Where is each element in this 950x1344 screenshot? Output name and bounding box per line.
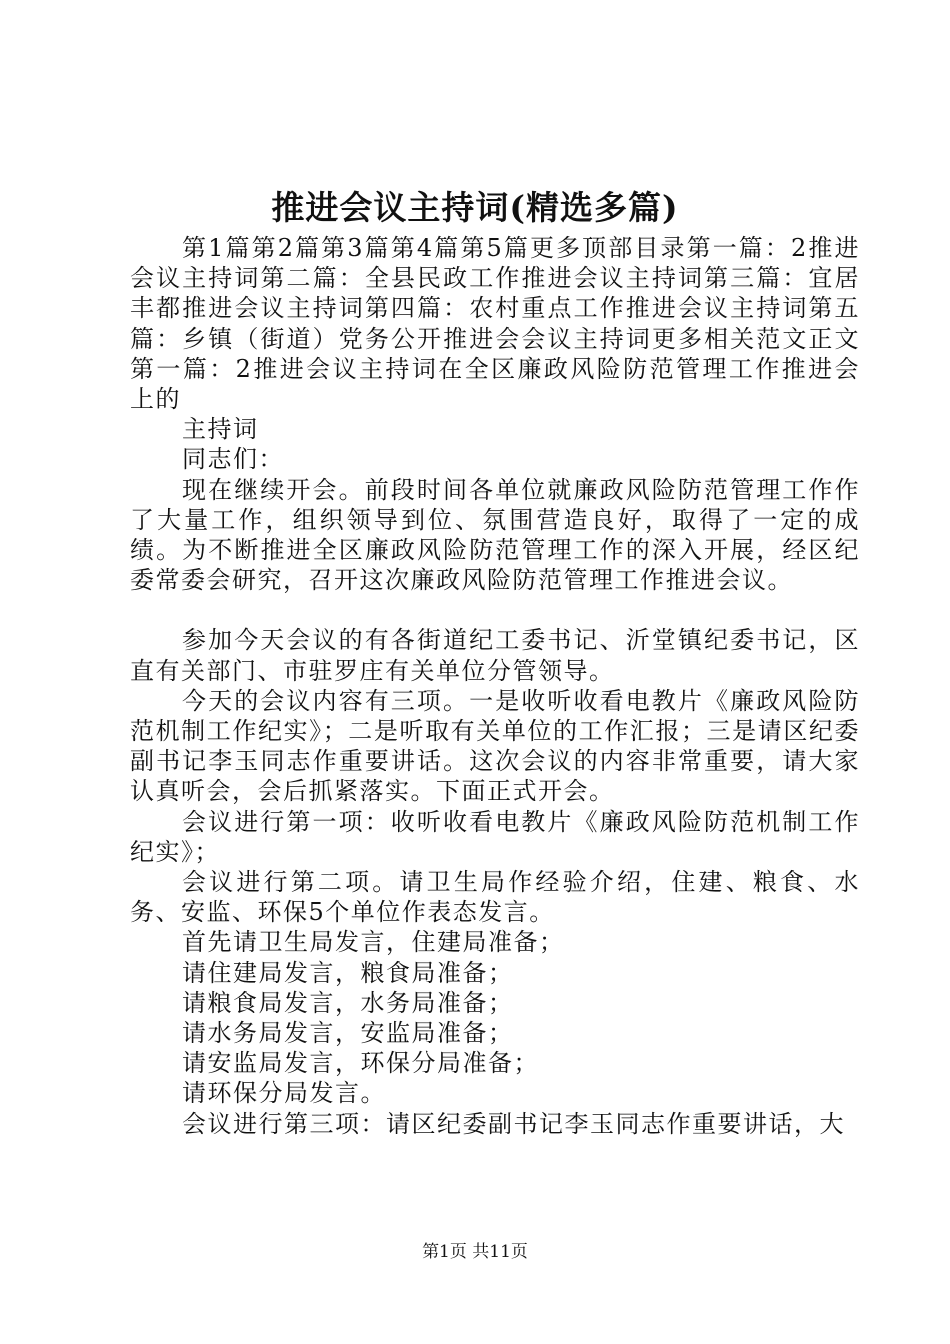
paragraph-agenda: 今天的会议内容有三项。一是收听收看电教片《廉政风险防范机制工作纪实》；二是听取有关单位的工作汇报；三是请区纪委副书记李玉同志作重要讲话。这次会议的内容非常重要，请大家认真听会，会后抓紧落实。下面正式开会。 bbox=[130, 686, 860, 806]
document-body bbox=[130, 233, 860, 1139]
paragraph-item-one: 会议进行第一项：收听收看电教片《廉政风险防范机制工作纪实》； bbox=[130, 807, 860, 866]
paragraph-speaker-3: 请粮食局发言，水务局准备； bbox=[182, 988, 514, 1017]
paragraph-speaker-2: 请住建局发言，粮食局准备； bbox=[182, 958, 514, 987]
paragraph-opening: 现在继续开会。前段时间各单位就廉政风险防范管理工作作了大量工作，组织领导到位、氛围营造良好，取得了一定的成绩。为不断推进全区廉政风险防范管理工作的深入开展，经区纪委常委会研究，召开这次廉政风险防范管理工作推进会议。 bbox=[130, 475, 860, 595]
paragraph-spacer bbox=[130, 595, 860, 625]
paragraph-item-three: 会议进行第三项：请区纪委副书记李玉同志作重要讲话，大 bbox=[182, 1109, 845, 1138]
paragraph-host-words: 主持词 bbox=[182, 415, 259, 444]
document-title: 推进会议主持词(精选多篇) bbox=[271, 188, 679, 227]
paragraph-speaker-6: 请环保分局发言。 bbox=[182, 1079, 386, 1108]
paragraph-item-two: 会议进行第二项。请卫生局作经验介绍，住建、粮食、水务、安监、环保5个单位作表态发言。 bbox=[130, 868, 860, 927]
paragraph-speaker-4: 请水务局发言，安监局准备； bbox=[182, 1019, 514, 1048]
paragraph-speaker-5: 请安监局发言，环保分局准备； bbox=[182, 1049, 539, 1078]
paragraph-contents: 第1篇第2篇第3篇第4篇第5篇更多顶部目录第一篇：2推进会议主持词第二篇：全县民政工作推进会议主持词第三篇：宜居丰都推进会议主持词第四篇：农村重点工作推进会议主持词第五篇：乡镇（街道）党务公开推进会会议主持词更多相关范文正文第一篇：2推进会议主持词在全区廉政风险防范管理工作推进会上的 bbox=[130, 234, 860, 414]
page-indicator: 第1页 共11页 bbox=[422, 1242, 528, 1262]
paragraph-salutation: 同志们： bbox=[182, 445, 284, 474]
paragraph-attendees: 参加今天会议的有各街道纪工委书记、沂堂镇纪委书记，区直有关部门、市驻罗庄有关单位分管领导。 bbox=[130, 626, 860, 685]
paragraph-speaker-1: 首先请卫生局发言，住建局准备； bbox=[182, 928, 565, 957]
